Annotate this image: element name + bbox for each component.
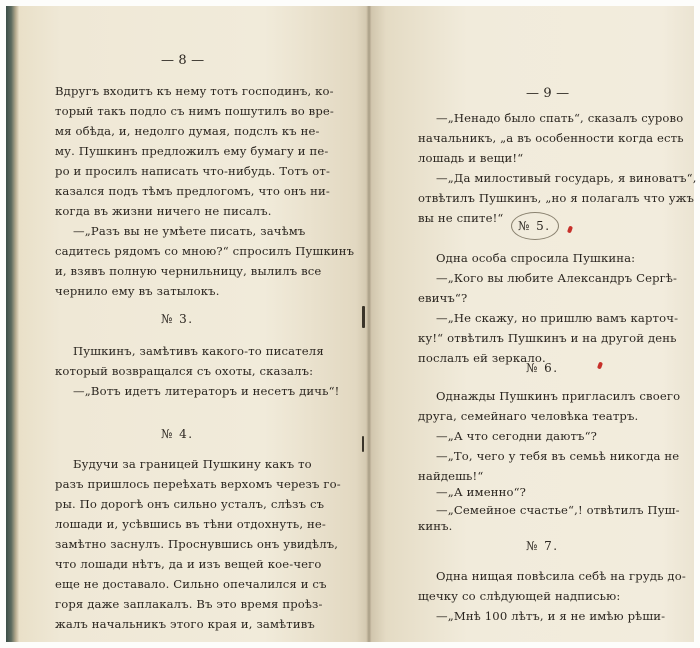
text-line: замѣтно заснулъ. Проснувшись онъ увидѣлъ, — [55, 537, 339, 551]
text-line: ро и просилъ написать что-нибудь. Тотъ от- — [55, 164, 331, 178]
text-line: евичъ“? — [418, 291, 468, 305]
text-line: Однажды Пушкинъ пригласилъ своего — [436, 389, 681, 403]
text-line: щечку со слѣдующей надписью: — [418, 589, 621, 603]
text-line: торый такъ подло съ нимъ пошутилъ во вре- — [55, 104, 334, 118]
scan-speck — [362, 436, 364, 452]
section-heading-3: № 3. — [161, 312, 194, 326]
text-line: чернило ему въ затылокъ. — [55, 284, 220, 298]
text-line: ку!“ отвѣтилъ Пушкинъ и на другой день — [418, 331, 677, 345]
text-line: разъ пришлось переѣхать верхомъ черезъ го- — [55, 477, 341, 491]
section-heading-6: № 6. — [526, 361, 559, 375]
text-line: —„Разъ вы не умѣете писать, зачѣмъ — [73, 224, 306, 238]
text-line: лошадь и вещи!“ — [418, 151, 524, 165]
text-line: Вдругъ входитъ къ нему тотъ господинъ, ко- — [55, 84, 334, 98]
text-line: Одна нищая повѣсила себѣ на грудь до- — [436, 569, 686, 583]
text-line: мя обѣда, и, недолго думая, подслъ къ не- — [55, 124, 320, 138]
text-line: Одна особа спросила Пушкина: — [436, 251, 636, 265]
text-line: друга, семейнаго человѣка театръ. — [418, 409, 639, 423]
text-line: кинъ. — [418, 519, 453, 533]
text-line: садитесь рядомъ со мною?“ спросилъ Пушкинъ — [55, 244, 355, 258]
text-line: —„А что сегодни даютъ“? — [436, 429, 598, 443]
text-line: и, взявъ полную чернильницу, вылилъ все — [55, 264, 322, 278]
text-line: казался подъ тѣмъ предлогомъ, что онъ ни- — [55, 184, 330, 198]
page-number-right: — 9 — — [526, 86, 570, 101]
text-line: Будучи за границей Пушкину какъ то — [73, 457, 312, 471]
text-line: лошади и, усѣвшись въ тѣни отдохнуть, не- — [55, 517, 327, 531]
text-line: —„А именно“? — [436, 485, 527, 499]
text-line: еще не доставало. Сильно опечалился и съ — [55, 577, 327, 591]
text-line: —„Мнѣ 100 лѣтъ, и я не имѣю рѣши- — [436, 609, 666, 623]
text-line: начальникъ, „а въ особенности когда есть — [418, 131, 684, 145]
section-heading-5: № 5. — [518, 219, 551, 233]
book-edge — [6, 6, 19, 642]
text-line: —„Не скажу, но пришлю вамъ карточ- — [436, 311, 679, 325]
text-line: Пушкинъ, замѣтивъ какого-то писателя — [73, 344, 324, 358]
book-gutter — [366, 6, 372, 642]
page-number-left: — 8 — — [161, 53, 205, 68]
text-line: му. Пушкинъ предложилъ ему бумагу и пе- — [55, 144, 329, 158]
text-line: найдешь!“ — [418, 469, 484, 483]
text-line: ры. По дорогѣ онъ сильно усталъ, слѣзъ съ — [55, 497, 325, 511]
text-line: что лошади нѣтъ, да и изъ вещей кое-чего — [55, 557, 322, 571]
text-line: —„Кого вы любите Александръ Сергѣ- — [436, 271, 678, 285]
text-line: вы не спите!“ — [418, 211, 504, 225]
text-line: горя даже заплакалъ. Въ это время проѣз- — [55, 597, 323, 611]
text-line: —„То, чего у тебя въ семьѣ никогда не — [436, 449, 680, 463]
text-line: послалъ ей зеркало. — [418, 351, 546, 365]
text-line: когда въ жизни ничего не писалъ. — [55, 204, 272, 218]
text-line: который возвращался съ охоты, сказалъ: — [55, 364, 314, 378]
text-line: отвѣтилъ Пушкинъ, „но я полагалъ что ужъ — [418, 191, 695, 205]
section-heading-7: № 7. — [526, 539, 559, 553]
text-line: —„Ненадо было спать“, сказалъ сурово — [436, 111, 684, 125]
scan-speck — [362, 306, 365, 328]
text-line: —„Вотъ идетъ литераторъ и несетъ дичь“! — [73, 384, 340, 398]
text-line: —„Семейное счастье“,! отвѣтилъ Пуш- — [436, 503, 680, 517]
section-heading-4: № 4. — [161, 427, 194, 441]
book-spread — [6, 6, 697, 642]
text-line: жалъ начальникъ этого края и, замѣтивъ — [55, 617, 315, 631]
text-line: —„Да милостивый государь, я виноватъ“, — [436, 171, 697, 185]
